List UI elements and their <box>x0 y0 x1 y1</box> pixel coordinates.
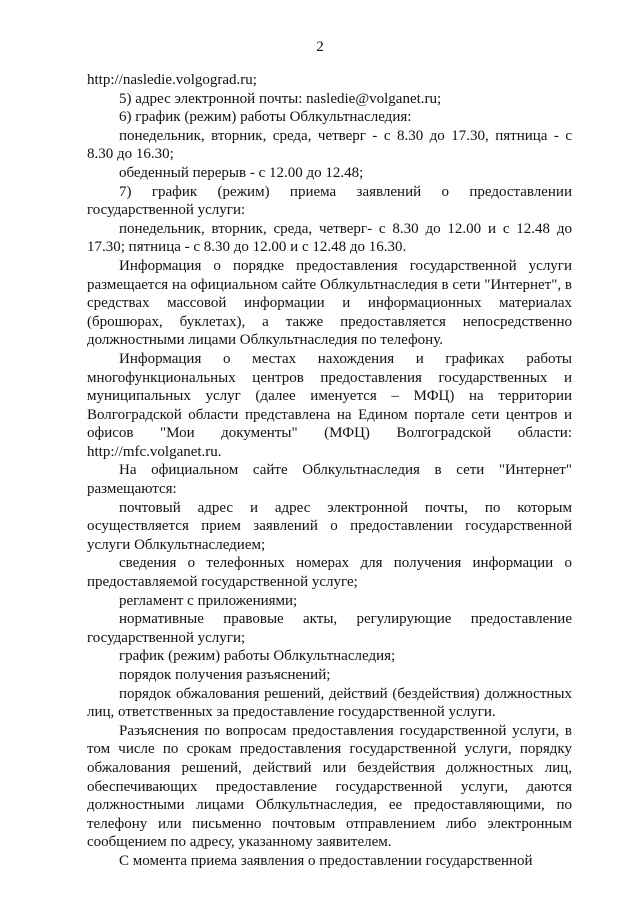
paragraph-work-schedule-heading: 6) график (режим) работы Облкультнаследия: <box>119 109 412 126</box>
document-body <box>87 71 572 871</box>
paragraph-work-schedule-days: понедельник, вторник, среда, четверг - с 8.30 до 17.30, пятница - с 8.30 до 16.30; <box>87 127 572 163</box>
paragraph-website-contents-heading: На официальном сайте Облкультнаследия в сети "Интернет" размещаются: <box>87 462 572 498</box>
paragraph-phone-info: сведения о телефонных номерах для получения информации о предоставляемой государственной услуге; <box>87 555 572 591</box>
paragraph-appeal-procedure: порядок обжалования решений, действий (бездействия) должностных лиц, ответственных за предоставление государственной услуги. <box>87 685 572 721</box>
paragraph-email: 5) адрес электронной почты: nasledie@volganet.ru; <box>119 90 442 107</box>
paragraph-reception-schedule-days: понедельник, вторник, среда, четверг- с 8.30 до 12.00 и с 12.48 до 17.30; пятница - с 8.30 до 12.00 и с 12.48 до 16.30. <box>87 220 572 256</box>
page-number: 2 <box>316 39 324 55</box>
paragraph-legal-acts: нормативные правовые акты, регулирующие предоставление государственной услуги; <box>87 611 572 646</box>
paragraph-schedule-link: график (режим) работы Облкультнаследия; <box>119 648 396 665</box>
paragraph-reception-schedule-heading: 7) график (режим) приема заявлений о предоставлении государственной услуги: <box>87 183 572 219</box>
paragraph-info-procedure: Информация о порядке предоставления государственной услуги размещается на официальном сайте Облкультнаследия в сети "Интернет", в средствах массовой информации и информационных материалах (брошюрах, буклетах), а также предоставляется непосредственно должностными лицами Облкультнаследия по телефону. <box>87 257 572 349</box>
paragraph-mfc-info: Информация о местах нахождения и графиках работы многофункциональных центров предоставления государственных и муниципальных услуг (далее именуется – МФЦ) на территории Волгоградской области представлена на Едином портале сети центров и офисов "Мои документы" (МФЦ) Волгоградской области: http://mfc.volganet.ru. <box>87 350 572 460</box>
paragraph-website-url: http://nasledie.volgograd.ru; <box>87 72 257 88</box>
paragraph-postal-address: почтовый адрес и адрес электронной почты, по которым осуществляется прием заявлений о предоставлении государственной услуги Облкультнаследием; <box>87 499 572 553</box>
paragraph-regulation: регламент с приложениями; <box>119 592 298 609</box>
paragraph-explanations: Разъяснения по вопросам предоставления государственной услуги, в том числе по срокам предоставления государственной услуги, порядку обжалования решений, действий или бездействия должностных лиц, обеспечивающих предоставление государственной услуги, даются должностными лицами Облкультнаследия, ее предоставляющими, по телефону или письменно почтовым отправлением либо электронным сообщением по адресу, указанному заявителем. <box>87 722 572 851</box>
paragraph-clarifications: порядок получения разъяснений; <box>119 667 331 683</box>
paragraph-lunch-break: обеденный перерыв - с 12.00 до 12.48; <box>119 164 364 181</box>
paragraph-application-start: С момента приема заявления о предоставлении государственной <box>119 852 533 869</box>
